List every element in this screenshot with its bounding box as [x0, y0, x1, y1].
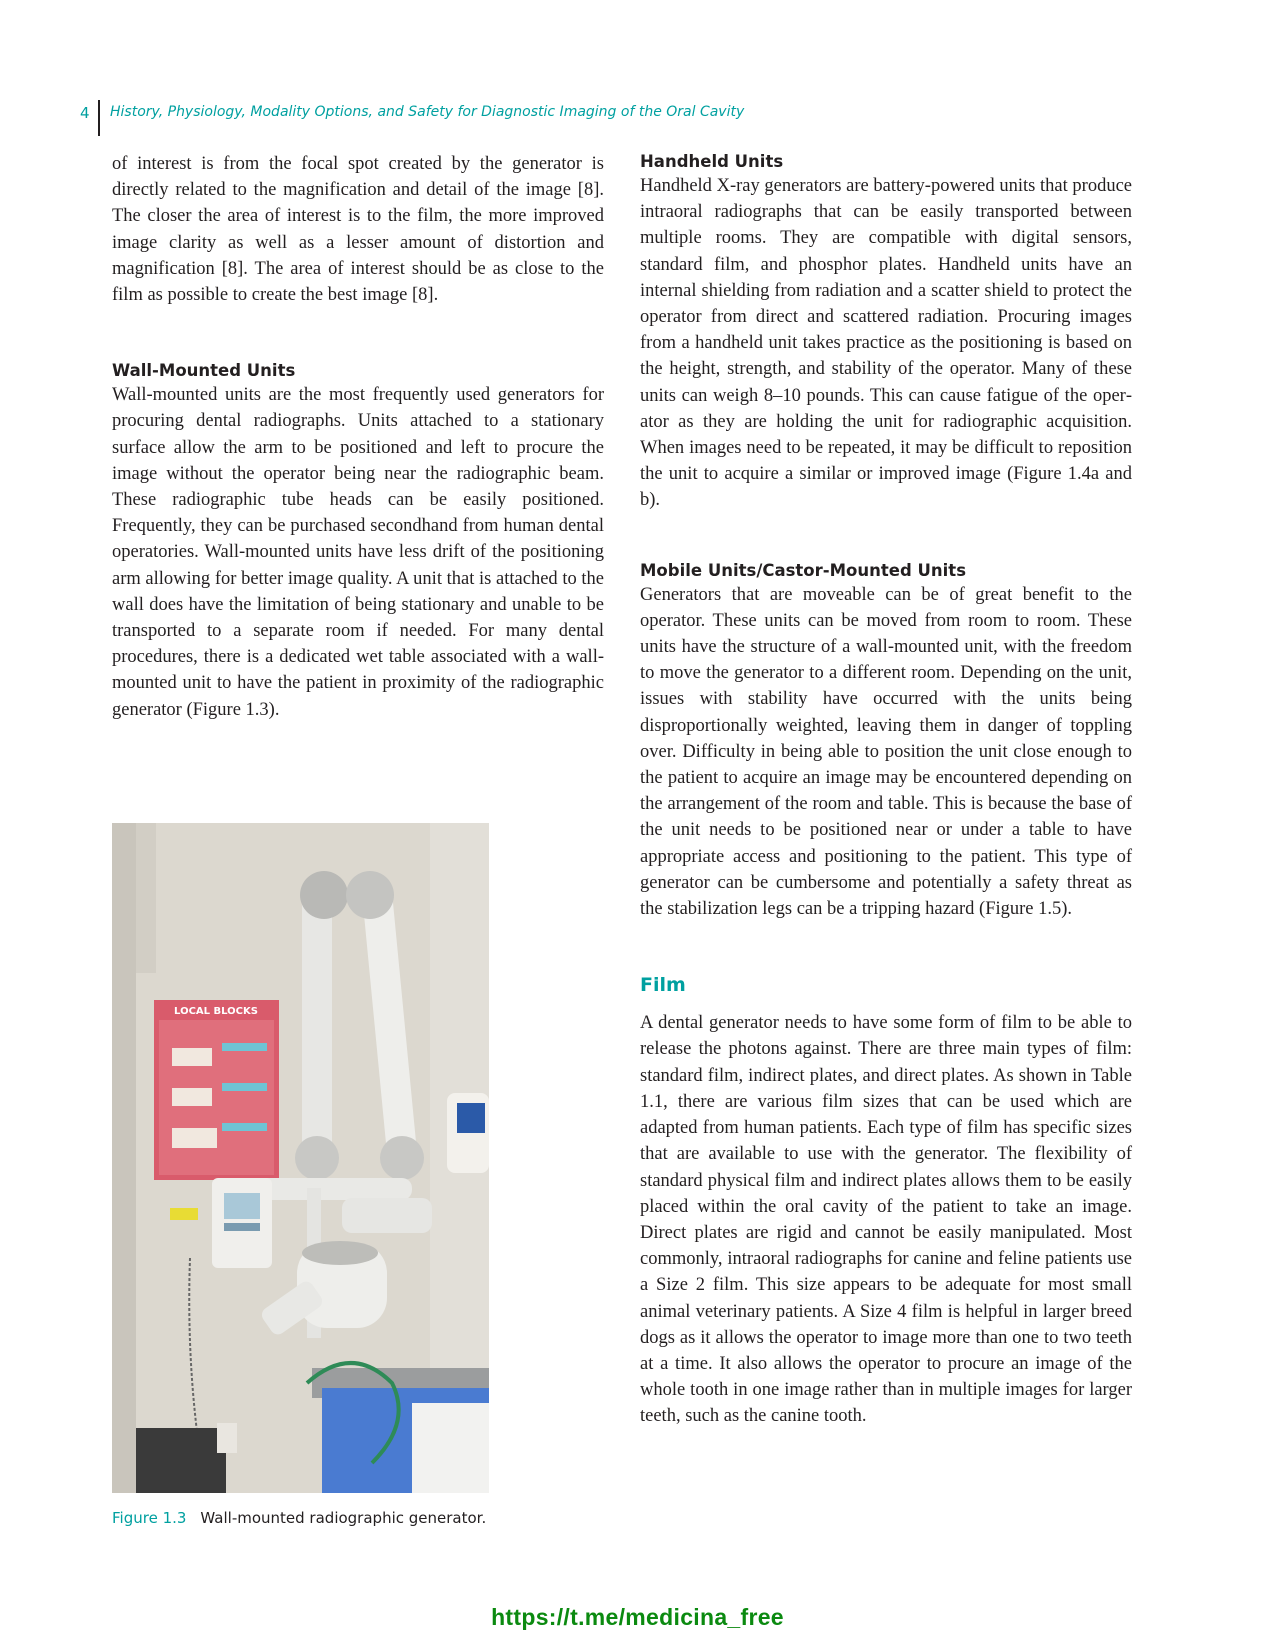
- right-column: [640, 151, 1132, 1430]
- footer-link[interactable]: https://t.me/medicina_free: [491, 1604, 784, 1630]
- intro-paragraph: of interest is from the focal spot created by the generator is directly related to the magnification and detail of the image [8]. The closer the area of interest is to the film, the more improved image clarity as well as a lesser amount of distortion and magnification [8]. The area of interest should be as close to the film as possible to create the best image [8].: [112, 154, 604, 306]
- mobile-units-heading: Mobile Units/Castor-Mounted Units: [640, 560, 967, 580]
- header-divider: [98, 100, 100, 136]
- left-column: [112, 151, 604, 723]
- figure-label: Figure 1.3: [112, 1509, 187, 1527]
- wall-mounted-paragraph: Wall-mounted units are the most frequently used generators for procuring dental radiographs. Units attached to a stationary surface allow the arm to be positioned and left to procure the image without the operator being near the radiographic beam. These radiographic tube heads can be easily positioned. Frequently, they can be purchased secondhand from human dental operatories. Wall-mounted units have less drift of the positioning arm allowing for better image quality. A unit that is attached to the wall does have the limitation of being stationary and unable to be transported to a separate room if needed. For many dental procedures, there is a dedicated wet table associated with a wall-mounted unit to have the patient in proximity of the radiographic generator (Figure 1.3).: [112, 385, 604, 720]
- wall-mounted-generator-photo: [112, 823, 489, 1493]
- poster-title: LOCAL BLOCKS: [174, 1006, 258, 1017]
- wall-mounted-heading: Wall-Mounted Units: [112, 361, 296, 381]
- film-heading: Film: [640, 974, 686, 997]
- page-number: 4: [80, 104, 90, 122]
- running-title: History, Physiology, Modality Options, and Safety for Diagnostic Imaging of the Oral Cavity: [110, 104, 745, 120]
- figure-photo: [112, 823, 489, 1493]
- running-head: [80, 100, 744, 136]
- handheld-heading: Handheld Units: [640, 152, 784, 171]
- film-paragraph: A dental generator needs to have some form of film to be able to release the photons against. There are three main types of film: standard film, indirect plates, and direct plates. As shown in Table 1.1, there are various film sizes that can be used which are adapted from human patients. Each type of film has specific sizes that are available to use with the generator. The flexibility of standard physical film and indirect plates allows them to be easily placed within the oral cavity of the patient to take an image. Direct plates are rigid and cannot be easily manipulated. Most commonly, intraoral radiographs for canine and feline patients use a Size 2 film. This size appears to be adequate for most small animal veterinary patients. A Size 4 film is helpful in larger breed dogs as it allows the operator to image more than one to two teeth at a time. It also allows the operator to procure an image of the whole tooth in one image rather than in multiple images for larger teeth, such as the canine tooth.: [640, 1013, 1132, 1427]
- figure-caption: [112, 1509, 612, 1527]
- handheld-paragraph: Handheld X-ray generators are battery-powered units that produce intraoral radiographs that can be easily transported between multiple rooms. They are compatible with digital sensors, standard film, and phosphor plates. Handheld units have an internal shielding from radiation and a scatter shield to protect the operator from direct and scattered radiation. Procuring images from a handheld unit takes practice as the positioning is based on the height, strength, and stability of the operator. Many of these units can weigh 8–10 pounds. This can cause fatigue of the operator as they are holding the unit for radiographic acquisition. When images need to be repeated, it may be difficult to reposition the unit to acquire a similar or improved image (Figure 1.4a and b).: [640, 176, 1132, 511]
- mobile-units-paragraph: Generators that are moveable can be of great benefit to the operator. These units can be moved from room to room. These units have the structure of a wall-mounted unit, with the freedom to move the generator to a different room. Depending on the unit, issues with stability have occurred with the units being disproportionally weighted, leaving them in danger of toppling over. Difficulty in being able to position the unit close enough to the patient to acquire an image may be encountered depending on the arrangement of the room and table. This is because the base of the unit needs to be positioned near or under a table to have appropriate access and positioning to the patient. This type of generator can be cumbersome and potentially a safety threat as the stabilization legs can be a tripping hazard (Figure 1.5).: [640, 584, 1132, 920]
- figure-caption-text: Wall-mounted radiographic generator.: [200, 1509, 487, 1527]
